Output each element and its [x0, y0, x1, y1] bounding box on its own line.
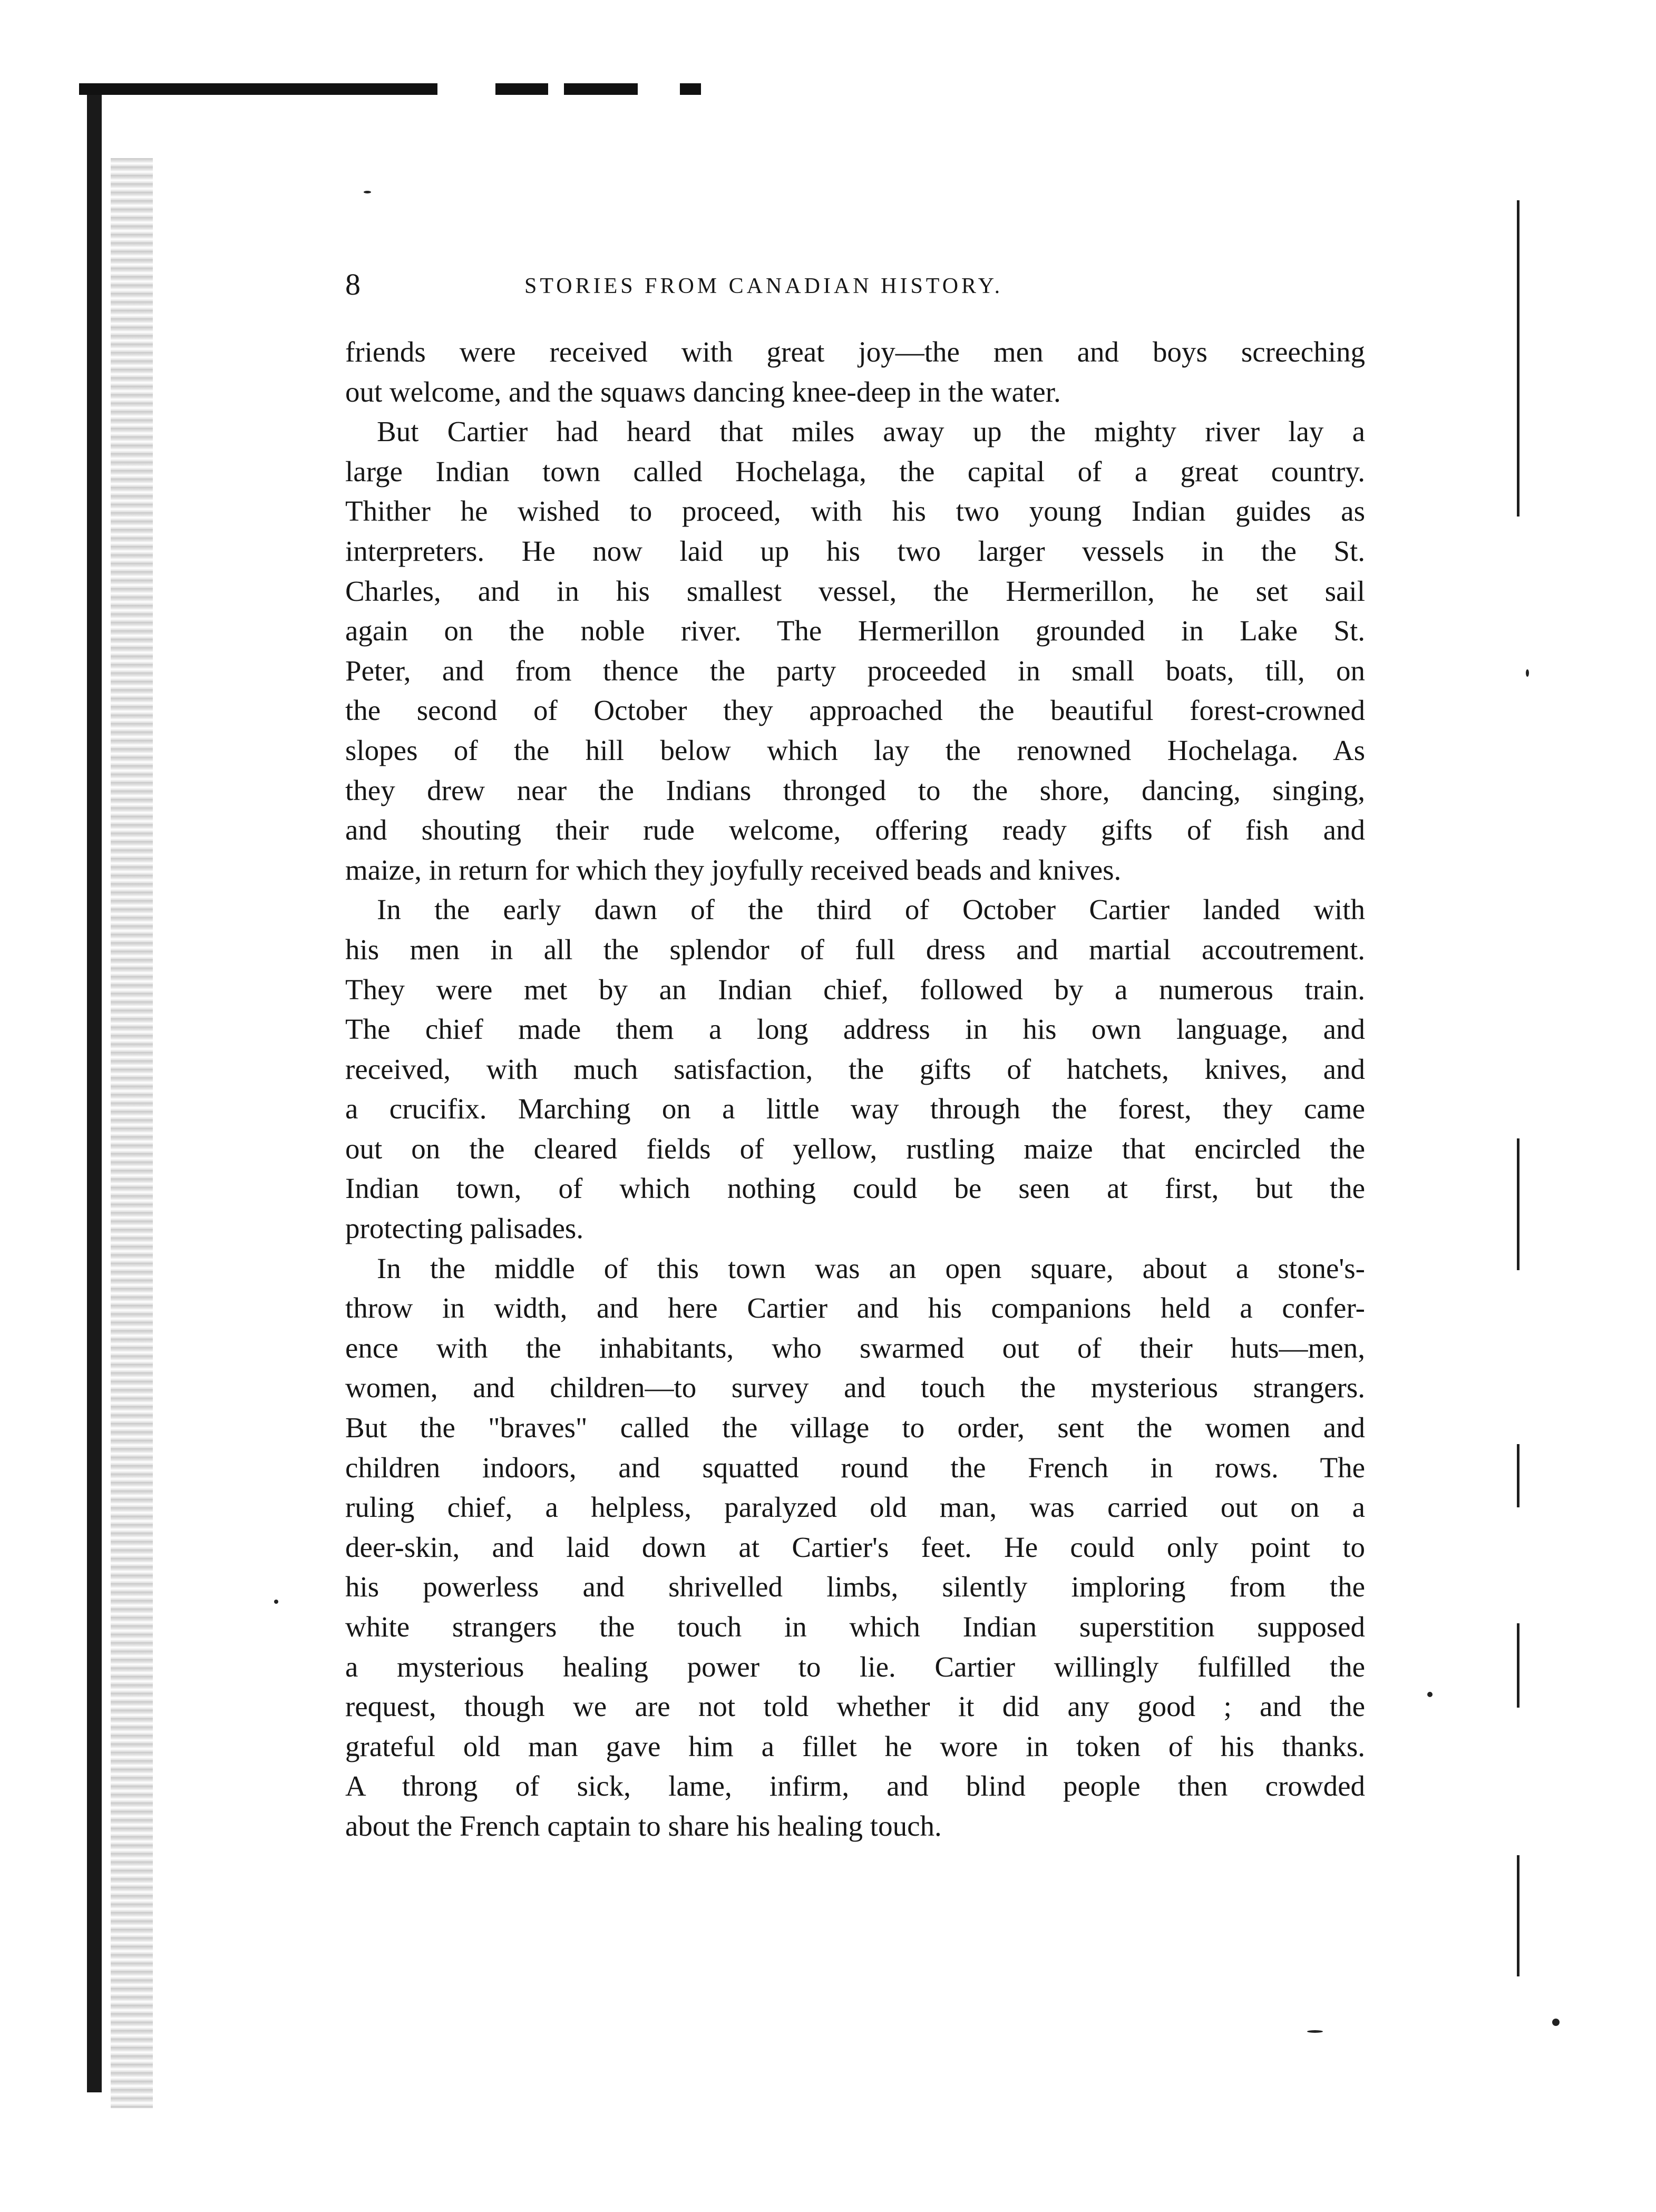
text-line: large Indian town called Hochelaga, the capital of a great country.	[345, 455, 1365, 488]
scan-speck	[1307, 2030, 1323, 2033]
text-line: deer-skin, and laid down at Cartier's feet. He could only point to	[345, 1531, 1365, 1563]
text-line: about the French captain to share his healing touch.	[345, 1809, 942, 1842]
edge-mark	[1517, 1623, 1519, 1708]
top-border-rule	[79, 83, 701, 95]
scan-speck	[1552, 2019, 1560, 2026]
edge-mark	[1517, 1855, 1519, 1976]
page-number: 8	[345, 267, 361, 301]
text-line: his powerless and shrivelled limbs, silently imploring from the	[345, 1571, 1365, 1603]
text-line: children indoors, and squatted round the French in rows. The	[345, 1451, 1365, 1484]
text-line: again on the noble river. The Hermerillon grounded in Lake St.	[345, 615, 1365, 647]
edge-mark	[1517, 1444, 1519, 1507]
edge-mark	[1517, 1138, 1519, 1270]
text-line: slopes of the hill below which lay the renowned Hochelaga. As	[345, 734, 1365, 766]
text-line: his men in all the splendor of full dress and martial accoutrement.	[345, 933, 1365, 966]
text-line: maize, in return for which they joyfully received beads and knives.	[345, 853, 1122, 886]
text-line: a mysterious healing power to lie. Cartier willingly fulfilled the	[345, 1650, 1365, 1683]
text-line: white strangers the touch in which Indian superstition supposed	[345, 1611, 1365, 1643]
scan-speck	[1526, 669, 1529, 677]
text-line: they drew near the Indians thronged to the shore, dancing, singing,	[345, 774, 1365, 806]
text-line: ruling chief, a helpless, paralyzed old man, was carried out on a	[345, 1491, 1365, 1524]
scan-speck	[1427, 1692, 1433, 1697]
rule-gap	[638, 79, 680, 100]
binding-shadow	[87, 90, 102, 2092]
binding-texture	[111, 158, 153, 2108]
text-line: In the early dawn of the third of October Cartier landed with	[377, 893, 1365, 926]
text-line: But Cartier had heard that miles away up the mighty river lay a	[377, 415, 1365, 448]
text-line: Peter, and from thence the party proceeded in small boats, till, on	[345, 654, 1365, 687]
scan-speck	[364, 191, 371, 193]
text-line: ence with the inhabitants, who swarmed out of their huts—men,	[345, 1331, 1365, 1364]
text-line: A throng of sick, lame, infirm, and blind people then crowded	[345, 1770, 1365, 1802]
text-line: protecting palisades.	[345, 1212, 584, 1245]
text-line: and shouting their rude welcome, offering ready gifts of fish and	[345, 814, 1365, 846]
text-line: women, and children—to survey and touch the mysterious strangers.	[345, 1371, 1365, 1404]
page-header	[345, 266, 1136, 303]
rule-gap	[548, 79, 564, 100]
text-line: Charles, and in his smallest vessel, the Hermerillon, he set sail	[345, 574, 1365, 607]
text-line: received, with much satisfaction, the gifts of hatchets, knives, and	[345, 1053, 1365, 1085]
text-line: In the middle of this town was an open square, about a stone's-	[377, 1252, 1365, 1284]
text-line: interpreters. He now laid up his two larger vessels in the St.	[345, 534, 1365, 567]
text-line: request, though we are not told whether it did any good ; and the	[345, 1690, 1365, 1723]
text-line: The chief made them a long address in his own language, and	[345, 1013, 1365, 1046]
scan-speck	[274, 1600, 278, 1604]
text-line: Thither he wished to proceed, with his two young Indian guides as	[345, 495, 1365, 528]
text-line: the second of October they approached the beautiful forest-crowned	[345, 694, 1365, 727]
text-line: a crucifix. Marching on a little way through the forest, they came	[345, 1093, 1365, 1125]
text-line: out on the cleared fields of yellow, rustling maize that encircled the	[345, 1132, 1365, 1165]
rule-gap	[437, 79, 495, 100]
text-line: throw in width, and here Cartier and his companions held a confer-	[345, 1292, 1365, 1324]
edge-mark	[1517, 200, 1519, 517]
text-line: out welcome, and the squaws dancing knee-deep in the water.	[345, 375, 1061, 408]
body-text	[345, 332, 1365, 1846]
text-line: But the "braves" called the village to order, sent the women and	[345, 1411, 1365, 1444]
text-line: Indian town, of which nothing could be seen at first, but the	[345, 1172, 1365, 1205]
text-line: grateful old man gave him a fillet he wore in token of his thanks.	[345, 1730, 1365, 1762]
text-line: friends were received with great joy—the men and boys screeching	[345, 336, 1365, 368]
text-line: They were met by an Indian chief, followed by a numerous train.	[345, 973, 1365, 1006]
right-edge-marks	[1513, 190, 1528, 1929]
running-head: STORIES FROM CANADIAN HISTORY.	[524, 274, 1004, 298]
